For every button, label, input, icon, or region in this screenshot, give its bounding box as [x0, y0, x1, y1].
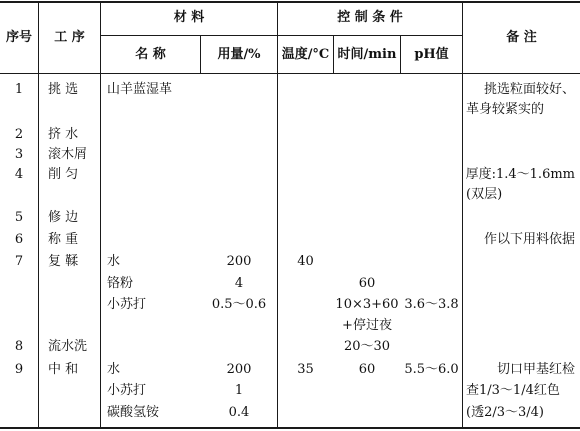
row-15-dosage: 0.4 — [228, 405, 250, 420]
row-9-time: 60 — [358, 276, 376, 291]
header-control: 控 制 条 件 — [337, 10, 403, 25]
header-temp: 温度/°C — [281, 47, 330, 62]
row-2-process: 挤 水 — [48, 127, 79, 142]
row-0-seq: 1 — [14, 82, 24, 97]
row-10-time: 10×3+60 — [335, 297, 399, 312]
row-8-dosage: 200 — [226, 254, 252, 269]
row-13-time: 60 — [358, 362, 376, 377]
row-14-name: 小苏打 — [107, 383, 147, 398]
header-dosage: 用量/% — [217, 47, 261, 62]
row-13-dosage: 200 — [226, 362, 252, 377]
row-15-name: 碳酸氢铵 — [107, 405, 160, 420]
table-bottom-rule — [0, 427, 580, 429]
row-4-process: 削 匀 — [48, 167, 79, 182]
row-7-seq: 6 — [14, 232, 24, 247]
row-12-time: 20～30 — [343, 339, 391, 354]
row-13-process: 中 和 — [48, 362, 79, 377]
header-seq: 序号 — [5, 30, 32, 45]
row-3-seq: 3 — [14, 147, 24, 162]
row-0-remark: 挑选粒面较好、 — [483, 82, 575, 97]
col-divider-2 — [100, 1, 101, 429]
row-8-temp: 40 — [297, 254, 314, 269]
row-10-name: 小苏打 — [107, 297, 147, 312]
row-8-seq: 7 — [14, 254, 24, 269]
row-10-dosage: 0.5～0.6 — [211, 297, 267, 312]
row-9-dosage: 4 — [234, 276, 244, 291]
header-time: 时间/min — [337, 47, 397, 62]
row-12-seq: 8 — [14, 339, 24, 354]
row-8-name: 水 — [107, 254, 121, 269]
row-15-remark: (透2/3～3/4) — [466, 405, 544, 420]
header-name: 名 称 — [135, 47, 166, 62]
header-remark: 备 注 — [506, 30, 537, 45]
header-process: 工 序 — [54, 30, 85, 45]
header-bottom-rule — [0, 73, 580, 74]
header-mid-rule — [100, 35, 462, 36]
header-materials: 材 料 — [173, 10, 205, 25]
row-13-ph: 5.5～6.0 — [404, 362, 459, 377]
row-4-remark: 厚度:1.4～1.6mm — [465, 167, 575, 182]
row-11-time: +停过夜 — [342, 318, 392, 333]
row-1-remark: 革身较紧实的 — [466, 102, 545, 117]
row-5-remark: (双层) — [466, 187, 503, 202]
row-0-name: 山羊蓝湿革 — [107, 82, 173, 97]
row-9-name: 铬粉 — [107, 276, 134, 291]
row-4-seq: 4 — [14, 167, 24, 182]
row-3-process: 滚木屑 — [48, 147, 88, 162]
row-7-remark: 作以下用料依据 — [483, 232, 575, 247]
header-ph: pH值 — [414, 47, 449, 62]
row-6-process: 修 边 — [48, 210, 79, 225]
col-divider-1 — [38, 1, 39, 429]
row-13-remark: 切口甲基红检 — [496, 362, 575, 377]
row-12-process: 流水洗 — [48, 339, 88, 354]
table-top-rule — [0, 1, 580, 3]
row-13-seq: 9 — [14, 362, 24, 377]
row-0-process: 挑 选 — [48, 82, 79, 97]
row-2-seq: 2 — [14, 127, 24, 142]
row-14-remark: 查1/3～1/4红色 — [466, 383, 560, 398]
row-10-ph: 3.6～3.8 — [404, 297, 459, 312]
row-14-dosage: 1 — [234, 383, 244, 398]
row-13-temp: 35 — [297, 362, 314, 377]
row-8-process: 复 鞣 — [48, 254, 79, 269]
row-6-seq: 5 — [14, 210, 24, 225]
row-7-process: 称 重 — [48, 232, 79, 247]
row-13-name: 水 — [107, 362, 121, 377]
